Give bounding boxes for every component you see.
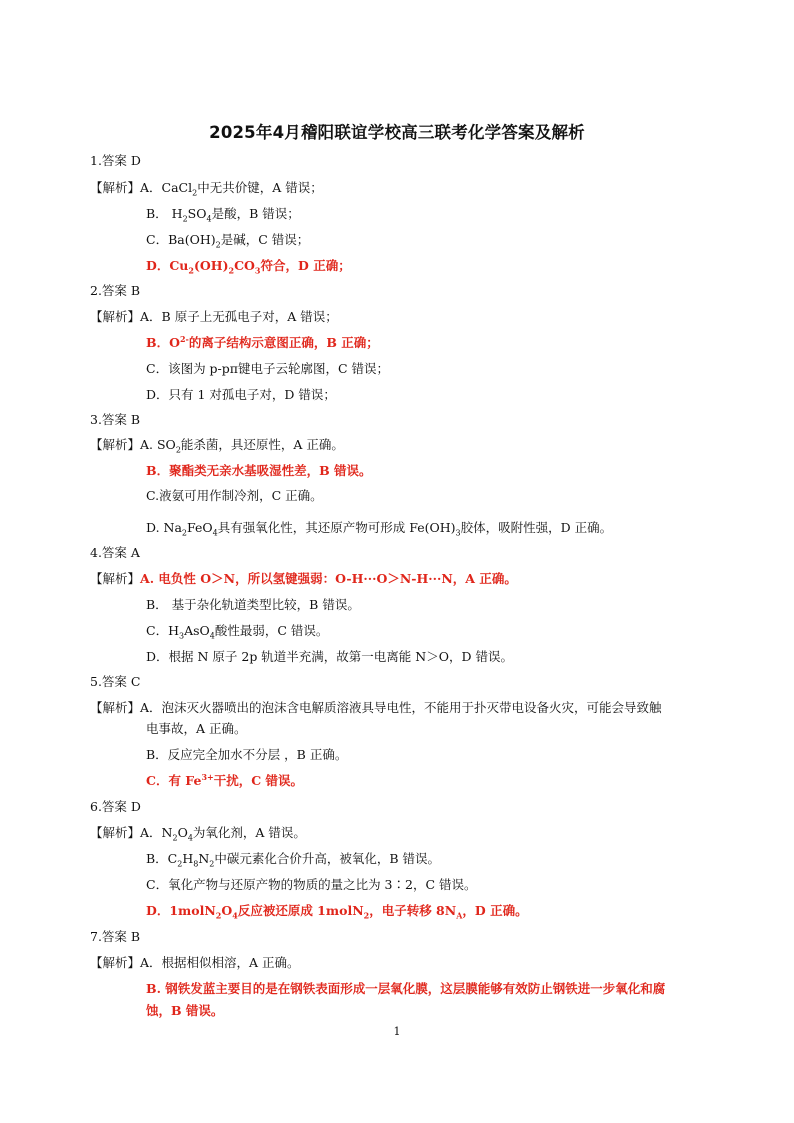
answer-heading: 7.答案 B [90, 929, 141, 944]
analysis-line: C.液氨可用作制冷剂，C 正确。 [146, 488, 323, 503]
analysis-line: D．根据 N 原子 2p 轨道半充满，故第一电离能 N＞O，D 错误。 [146, 649, 513, 664]
analysis-line: C．氧化产物与还原产物的物质的量之比为 3∶2，C 错误。 [146, 877, 477, 892]
answer-heading: 2.答案 B [90, 283, 141, 298]
analysis-line: 【解析】A. 电负性 O＞N，所以氢键强弱：O-H···O＞N-H···N，A 正确。 [90, 571, 517, 586]
analysis-line: B．聚酯类无亲水基吸湿性差，B 错误。 [146, 463, 372, 478]
analysis-label: 【解析】 [90, 309, 141, 324]
answer-heading: 4.答案 A [90, 545, 140, 560]
analysis-line: 【解析】A．根据相似相溶，A 正确。 [90, 955, 300, 970]
analysis-line: 蚀，B 错误。 [146, 1003, 224, 1018]
analysis-line: B．$O^{2-}$的离子结构示意图正确，B 正确； [146, 333, 379, 350]
analysis-label: 【解析】 [90, 955, 141, 970]
analysis-line: B. 钢铁发蓝主要目的是在钢铁表面形成一层氧化膜，这层膜能够有效防止钢铁进一步氧化和腐 [146, 981, 666, 996]
analysis-line: D．只有 1 对孤电子对，D 错误； [146, 387, 336, 402]
analysis-line: D. $Na_2FeO_4$具有强氧化性，其还原产物可形成 $Fe(OH)_3$胶体，吸附性强，D 正确。 [146, 520, 613, 538]
page-title: 2025年4月稽阳联谊学校高三联考化学答案及解析 [209, 123, 585, 142]
analysis-label: 【解析】 [90, 180, 141, 195]
analysis-line: 电事故，A 正确。 [146, 721, 247, 736]
analysis-line: C．$H_3AsO_4$酸性最弱，C 错误。 [146, 623, 329, 641]
analysis-line: 【解析】A．$N_2O_4$为氧化剂，A 错误。 [90, 825, 306, 843]
analysis-line: B．$C_2H_8N_2$中碳元素化合价升高，被氧化，B 错误。 [146, 851, 441, 869]
analysis-label: 【解析】 [90, 700, 141, 715]
answer-heading: 3.答案 B [90, 412, 141, 427]
analysis-line: B．反应完全加水不分层 ，B 正确。 [146, 747, 348, 762]
answer-heading: 5.答案 C [90, 674, 141, 689]
answer-heading: 1.答案 D [90, 153, 141, 168]
analysis-line: 【解析】A．泡沫灭火器喷出的泡沫含电解质溶液具导电性，不能用于扑灭带电设备火灾，可能会导致触 [90, 700, 662, 715]
analysis-line: 【解析】A. $SO_2$能杀菌，具还原性，A 正确。 [90, 437, 344, 455]
analysis-label: 【解析】 [90, 437, 141, 452]
analysis-line: 【解析】A．B 原子上无孤电子对，A 错误； [90, 309, 338, 324]
analysis-line: D．$Cu_2(OH)_2CO_3$符合，D 正确； [146, 258, 351, 276]
analysis-line: D．$1molN_2O_4$反应被还原成 1molN$_2$，电子转移 $8N_A$，D 正确。 [146, 903, 528, 921]
analysis-line: 【解析】A．CaCl$_2$中无共价键，A 错误； [90, 180, 323, 198]
analysis-line: B． 基于杂化轨道类型比较，B 错误。 [146, 597, 360, 612]
analysis-line: B． $H_2SO_4$是酸，B 错误； [146, 206, 300, 224]
answer-heading: 6.答案 D [90, 799, 141, 814]
analysis-label: 【解析】 [90, 571, 141, 586]
analysis-line: C．该图为 p-pπ键电子云轮廓图，C 错误； [146, 361, 390, 376]
analysis-line: C．$Ba(OH)_2$是碱，C 错误； [146, 232, 310, 250]
analysis-label: 【解析】 [90, 825, 141, 840]
page-number: 1 [393, 1025, 401, 1038]
analysis-line: C．有 $Fe^{3+}$干扰，C 错误。 [146, 771, 304, 788]
